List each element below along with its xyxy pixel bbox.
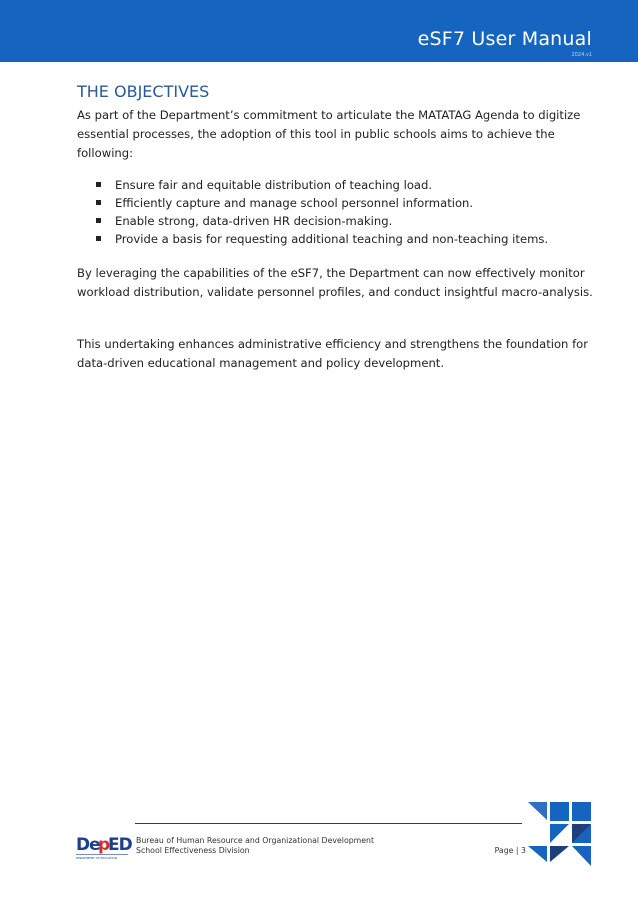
list-item <box>96 194 596 212</box>
bullet-icon <box>96 200 101 205</box>
manual-title: eSF7 User Manual <box>417 28 592 50</box>
bullet-icon <box>96 182 101 187</box>
list-item-text: Provide a basis for requesting additional teaching and non-teaching items. <box>115 232 549 246</box>
list-item-text: Enable strong, data-driven HR decision-making. <box>115 214 393 228</box>
svg-text:De: De <box>76 835 100 855</box>
footer-divider <box>135 823 522 824</box>
svg-text:DEPARTMENT OF EDUCATION: DEPARTMENT OF EDUCATION <box>76 856 117 860</box>
list-item-text: Ensure fair and equitable distribution of teaching load. <box>115 178 433 192</box>
manual-version: 2024.v1 <box>571 52 592 58</box>
objectives-list <box>96 176 596 248</box>
svg-text:ED: ED <box>108 835 132 855</box>
page-number: Page | 3 <box>494 846 526 855</box>
tile-graphic-icon <box>528 800 594 868</box>
list-item <box>96 176 596 194</box>
list-item <box>96 212 596 230</box>
bullet-icon <box>96 236 101 241</box>
list-item-text: Efficiently capture and manage school personnel information. <box>115 196 474 210</box>
footer-bureau: Bureau of Human Resource and Organizational Development <box>136 836 375 845</box>
leverage-paragraph: By leveraging the capabilities of the eSF7, the Department can now effectively monitor workload distribution, validate personnel profiles, and conduct insightful macro-analysis. <box>77 266 593 299</box>
intro-paragraph: As part of the Department’s commitment to articulate the MATATAG Agenda to digitize essential processes, the adoption of this tool in public schools aims to achieve the following: <box>77 108 581 160</box>
footer-division: School Effectiveness Division <box>136 846 250 855</box>
bullet-icon <box>96 218 101 223</box>
deped-logo-icon <box>76 828 132 860</box>
efficiency-paragraph: This undertaking enhances administrative efficiency and strengthens the foundation for data-driven educational management and policy development. <box>77 337 589 370</box>
section-title: THE OBJECTIVES <box>77 82 210 101</box>
svg-text:p: p <box>98 835 110 855</box>
list-item <box>96 230 596 248</box>
header-bar <box>0 0 638 62</box>
